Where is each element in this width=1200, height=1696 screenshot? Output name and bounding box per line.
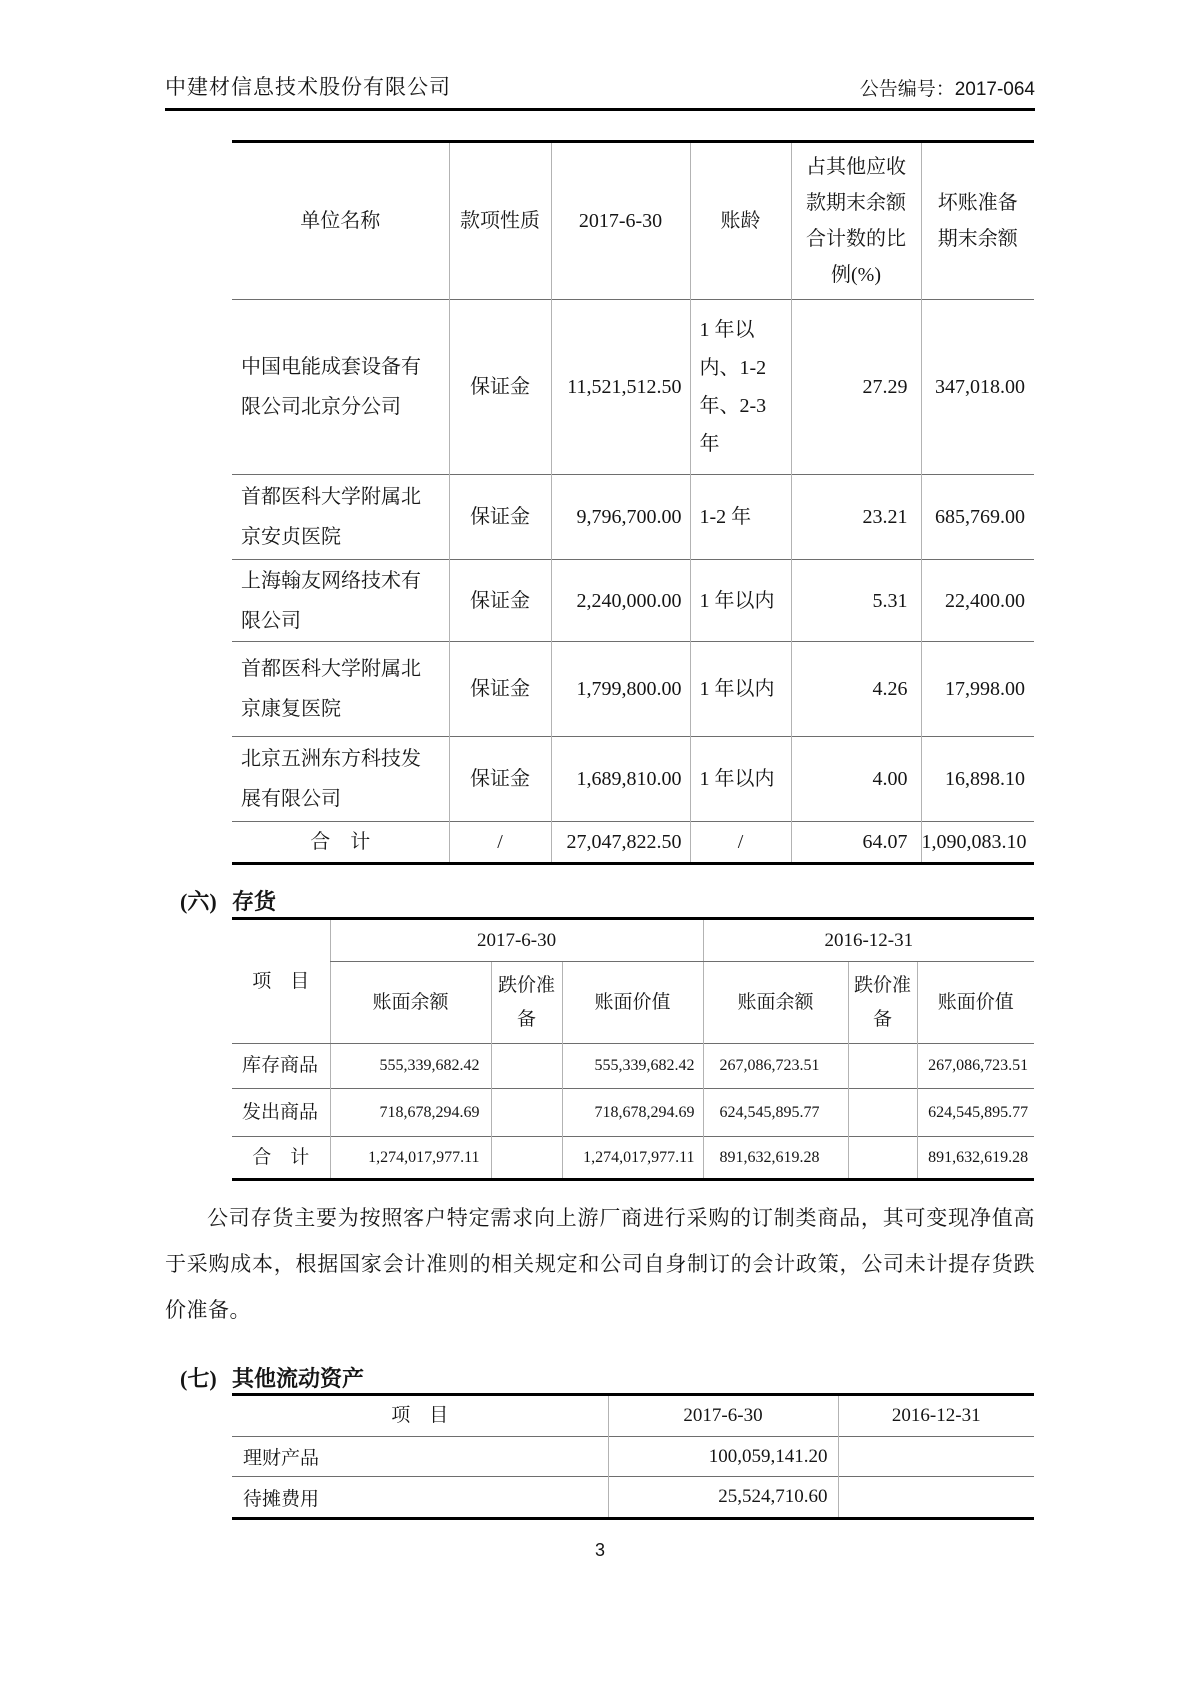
col-header-book-value: 账面价值 xyxy=(562,962,703,1044)
table-row xyxy=(232,475,1034,560)
table-row xyxy=(232,1044,1034,1089)
col-header-date-2017: 2017-6-30 xyxy=(551,142,690,300)
cell-item: 理财产品 xyxy=(243,1448,320,1469)
cell-unit-name: 首都医科大学附属北京安贞医院 xyxy=(241,486,421,548)
col-header-date-2017: 2017-6-30 xyxy=(608,1395,838,1437)
cell-unit-name: 上海翰友网络技术有限公司 xyxy=(241,569,421,632)
cell-ratio: 4.26 xyxy=(791,642,921,737)
cell-payment-nature: 保证金 xyxy=(449,475,551,560)
cell-ratio: 23.21 xyxy=(791,475,921,560)
cell-payment-nature: 保证金 xyxy=(449,560,551,642)
cell-aging: 1 年以内、1-2 年、2-3 年 xyxy=(690,300,791,475)
group-header-2017: 2017-6-30 xyxy=(330,919,703,962)
col-header-ratio: 占其他应收款期末余额合计数的比例(%) xyxy=(791,142,921,300)
cell-aging: 1-2 年 xyxy=(690,475,791,560)
cell-value: 25,524,710.60 xyxy=(608,1477,838,1519)
cell-payment-nature: 保证金 xyxy=(449,642,551,737)
cell-unit-name: 北京五洲东方科技发展有限公司 xyxy=(241,748,421,810)
section-title: 存货 xyxy=(232,889,277,914)
cell-value: 555,339,682.42 xyxy=(330,1044,491,1089)
cell-amount: 11,521,512.50 xyxy=(551,300,690,475)
cell-item: 发出商品 xyxy=(242,1101,319,1123)
cell-ratio: 4.00 xyxy=(791,737,921,822)
cell-value xyxy=(848,1137,917,1180)
cell-value xyxy=(491,1044,562,1089)
cell-amount: 1,689,810.00 xyxy=(551,737,690,822)
cell-ratio: 5.31 xyxy=(791,560,921,642)
cell-total-bad-debt: 1,090,083.10 xyxy=(921,822,1034,864)
inventory-note-paragraph: 公司存货主要为按照客户特定需求向上游厂商进行采购的订制类商品，其可变现净值高于采购成本，根据国家会计准则的相关规定和公司自身制订的会计政策，公司未计提存货跌价准备。 xyxy=(165,1206,1035,1322)
inventory-subheader-row xyxy=(232,962,1034,1044)
col-header-price-reserve: 跌价准备 xyxy=(848,962,917,1044)
cell-value xyxy=(848,1044,917,1089)
col-header-date-2016: 2016-12-31 xyxy=(838,1395,1034,1437)
cell-item: 库存商品 xyxy=(242,1055,319,1076)
section-label: (六) xyxy=(180,889,217,914)
col-header-book-value: 账面价值 xyxy=(917,962,1034,1044)
cell-value xyxy=(848,1089,917,1137)
cell-total-amount: 27,047,822.50 xyxy=(551,822,690,864)
table-row xyxy=(232,300,1034,475)
cell-value: 718,678,294.69 xyxy=(330,1089,491,1137)
cell-value: 1,274,017,977.11 xyxy=(330,1137,491,1180)
cell-value xyxy=(838,1477,1034,1519)
cell-total-label: 合 计 xyxy=(310,831,371,853)
cell-bad-debt: 16,898.10 xyxy=(921,737,1034,822)
total-row xyxy=(232,1137,1034,1180)
other-current-assets-table xyxy=(232,1393,1034,1520)
col-header-item: 项 目 xyxy=(232,919,330,1044)
table-row xyxy=(232,560,1034,642)
cell-bad-debt: 17,998.00 xyxy=(921,642,1034,737)
cell-value xyxy=(491,1137,562,1180)
cell-value: 891,632,619.28 xyxy=(703,1137,848,1180)
col-header-item: 项 目 xyxy=(391,1405,449,1426)
cell-value: 100,059,141.20 xyxy=(608,1437,838,1477)
cell-value: 1,274,017,977.11 xyxy=(562,1137,703,1180)
announcement-number: 公告编号：2017-064 xyxy=(859,79,1035,100)
cell-bad-debt: 685,769.00 xyxy=(921,475,1034,560)
total-row xyxy=(232,822,1034,864)
table-row xyxy=(232,737,1034,822)
inventory-table xyxy=(232,917,1034,1181)
col-header-book-balance: 账面余额 xyxy=(330,962,491,1044)
page-number: 3 xyxy=(594,1540,605,1560)
col-header-unit-name: 单位名称 xyxy=(300,210,381,232)
col-header-bad-debt: 坏账准备期末余额 xyxy=(921,142,1034,300)
cell-payment-nature: 保证金 xyxy=(449,737,551,822)
cell-value xyxy=(838,1437,1034,1477)
section-heading-other-current-assets xyxy=(180,1367,1035,1391)
section-title: 其他流动资产 xyxy=(232,1366,365,1391)
group-header-2016: 2016-12-31 xyxy=(703,919,1034,962)
cell-total-aging: / xyxy=(690,822,791,864)
receivables-table xyxy=(232,140,1034,865)
cell-unit-name: 中国电能成套设备有限公司北京分公司 xyxy=(241,356,421,418)
cell-value: 267,086,723.51 xyxy=(703,1044,848,1089)
cell-item: 待摊费用 xyxy=(243,1488,320,1510)
cell-value xyxy=(491,1089,562,1137)
cell-value: 718,678,294.69 xyxy=(562,1089,703,1137)
document-header xyxy=(165,75,1035,101)
table-row xyxy=(232,1437,1034,1477)
inventory-group-header-row xyxy=(232,919,1034,962)
cell-total-nature: / xyxy=(449,822,551,864)
section-heading-inventory xyxy=(180,889,1035,915)
cell-aging: 1 年以内 xyxy=(690,560,791,642)
cell-total-label: 合 计 xyxy=(252,1146,310,1168)
section-label: (七) xyxy=(180,1366,217,1391)
cell-aging: 1 年以内 xyxy=(690,642,791,737)
cell-value: 267,086,723.51 xyxy=(917,1044,1034,1089)
cell-value: 555,339,682.42 xyxy=(562,1044,703,1089)
col-header-price-reserve: 跌价准备 xyxy=(491,962,562,1044)
cell-value: 624,545,895.77 xyxy=(917,1089,1034,1137)
col-header-book-balance: 账面余额 xyxy=(703,962,848,1044)
receivables-header-row xyxy=(232,142,1034,300)
col-header-payment-nature: 款项性质 xyxy=(449,142,551,300)
cell-total-ratio: 64.07 xyxy=(791,822,921,864)
table-row xyxy=(232,1089,1034,1137)
cell-bad-debt: 347,018.00 xyxy=(921,300,1034,475)
company-name: 中建材信息技术股份有限公司 xyxy=(165,75,451,99)
cell-unit-name: 首都医科大学附属北京康复医院 xyxy=(241,658,421,720)
cell-amount: 2,240,000.00 xyxy=(551,560,690,642)
cell-payment-nature: 保证金 xyxy=(449,300,551,475)
cell-aging: 1 年以内 xyxy=(690,737,791,822)
cell-value: 891,632,619.28 xyxy=(917,1137,1034,1180)
cell-value: 624,545,895.77 xyxy=(703,1089,848,1137)
table-row xyxy=(232,642,1034,737)
table-row xyxy=(232,1477,1034,1519)
cell-amount: 9,796,700.00 xyxy=(551,475,690,560)
header-rule xyxy=(165,108,1035,111)
col-header-aging: 账龄 xyxy=(690,142,791,300)
cell-bad-debt: 22,400.00 xyxy=(921,560,1034,642)
cell-ratio: 27.29 xyxy=(791,300,921,475)
cell-amount: 1,799,800.00 xyxy=(551,642,690,737)
oca-header-row xyxy=(232,1395,1034,1437)
